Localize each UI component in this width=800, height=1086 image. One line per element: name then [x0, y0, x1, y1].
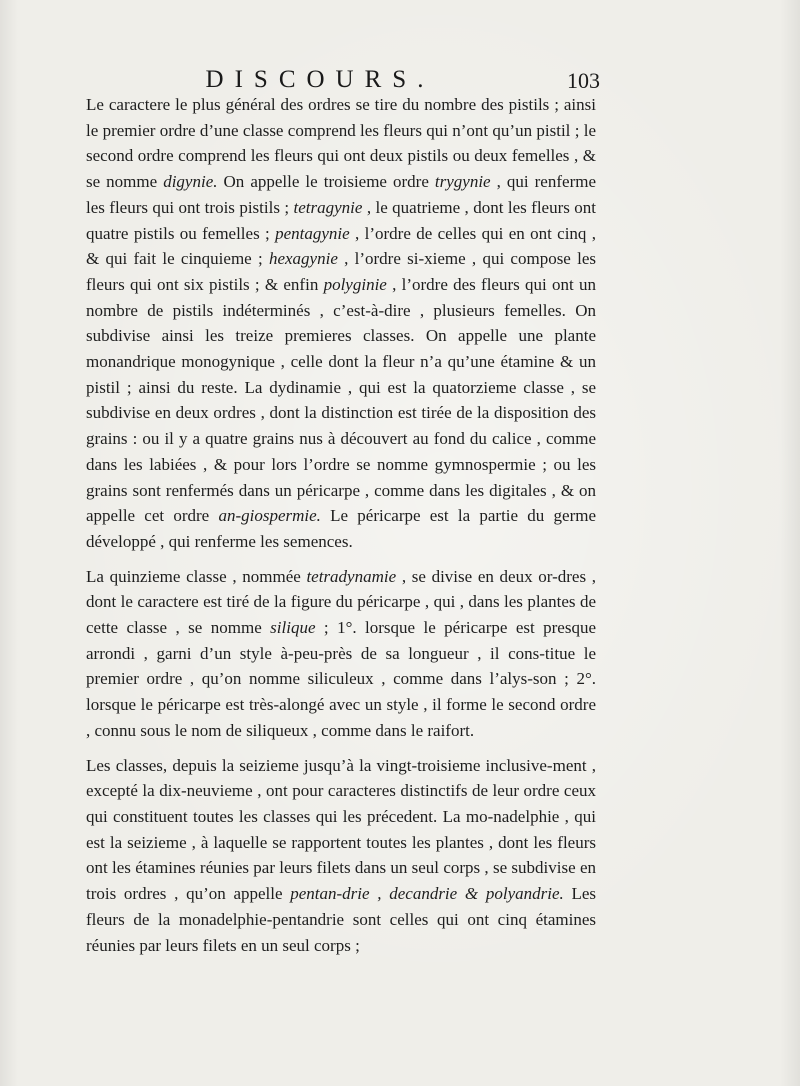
italic-term: digynie.	[163, 172, 218, 192]
text-run: , le quatrieme , dont les fleurs ont quatre pistils ou femelles ;	[86, 197, 596, 243]
italic-term: polyginie	[323, 274, 387, 294]
text-run: ; 1°. lorsque le péricarpe est presque arrondi , garni d’un style à-peu-près de sa longueur , il cons-titue le premier ordre , qu’on nomme siliculeux , comme dans l’alys-son ; 2°. lorsque le péricarpe est très-alongé avec un style , il forme le second ordre , connu sous le nom de siliqueux , comme dans le raifort.	[86, 618, 596, 740]
paragraph-2	[86, 564, 596, 744]
italic-term: an-giospermie.	[218, 506, 321, 526]
page-number: 103	[567, 68, 600, 93]
text-run: On appelle le troisieme ordre	[217, 172, 435, 192]
text-run: Le caractere le plus général des ordres se tire du nombre des pistils ; ainsi le premier ordre d’une classe comprend les fleurs qui n’ont qu’un pistil ; le second ordre comprend les fleurs qui ont deux pistils ou deux femelles , & se nomme	[86, 95, 596, 192]
text-run: La quinzieme classe , nommée	[86, 566, 307, 586]
text-run: Le péricarpe est la partie du germe développé , qui renferme les semences.	[86, 506, 597, 551]
text-run: , l’ordre si-xieme , qui compose les fleurs qui ont six pistils ; & enfin	[86, 249, 596, 294]
italic-term: tetragynie	[293, 197, 363, 217]
italic-term: pentan-drie , decandrie & polyandrie.	[290, 884, 564, 904]
paragraph-3	[86, 753, 596, 959]
running-title: DISCOURS.	[205, 66, 435, 93]
text-run: Les classes, depuis la seizieme jusqu’à la vingt-troisieme inclusive-ment , excepté la dix-neuvieme , ont pour caracteres distinctifs de leur ordre ceux qui constituent toutes les classes qui les précedent. La mo-nadelphie , qui est la seizieme , à laquelle se rapportent toutes les plantes , dont les fleurs ont les étamines réunies par leurs filets dans un seul corps , se subdivise en trois ordres , qu’on appelle	[86, 755, 596, 904]
text-run: Les fleurs de la monadelphie-pentandrie sont celles qui ont cinq étamines réunies par leurs filets en un seul corps ;	[86, 884, 597, 955]
italic-term: hexagynie	[268, 249, 338, 269]
paragraph-1	[86, 92, 596, 555]
italic-term: trygynie	[434, 172, 491, 192]
text-run: , qui renferme les fleurs qui ont trois pistils ;	[86, 172, 596, 217]
text-run: , se divise en deux or-dres , dont le caractere est tiré de la figure du péricarpe , qui , dans les plantes de cette classe , se nomme	[86, 566, 596, 638]
italic-term: pentagynie	[275, 223, 350, 243]
italic-term: silique	[270, 618, 316, 638]
italic-term: tetradynamie	[306, 566, 397, 586]
text-run: , l’ordre de celles qui en ont cinq , & qui fait le cinquieme ;	[86, 223, 597, 269]
text-run: , l’ordre des fleurs qui ont un nombre de pistils indéterminés , c’est-à-dire , plusieurs femelles. On subdivise ainsi les treize premieres classes. On appelle une plante monandrique monogynique , celle dont la fleur n’a qu’une étamine & un pistil ; ainsi du reste. La dydinamie , qui est la quatorzieme classe , se subdivise en deux ordres , dont la distinction est tirée de la disposition des grains : ou il y a quatre grains nus à découvert au fond du calice , comme dans les labiées , & pour lors l’ordre se nomme gymnospermie ; ou les grains sont renfermés dans un péricarpe , comme dans les digitales , & on appelle cet ordre	[86, 274, 596, 526]
body-text	[86, 92, 596, 958]
